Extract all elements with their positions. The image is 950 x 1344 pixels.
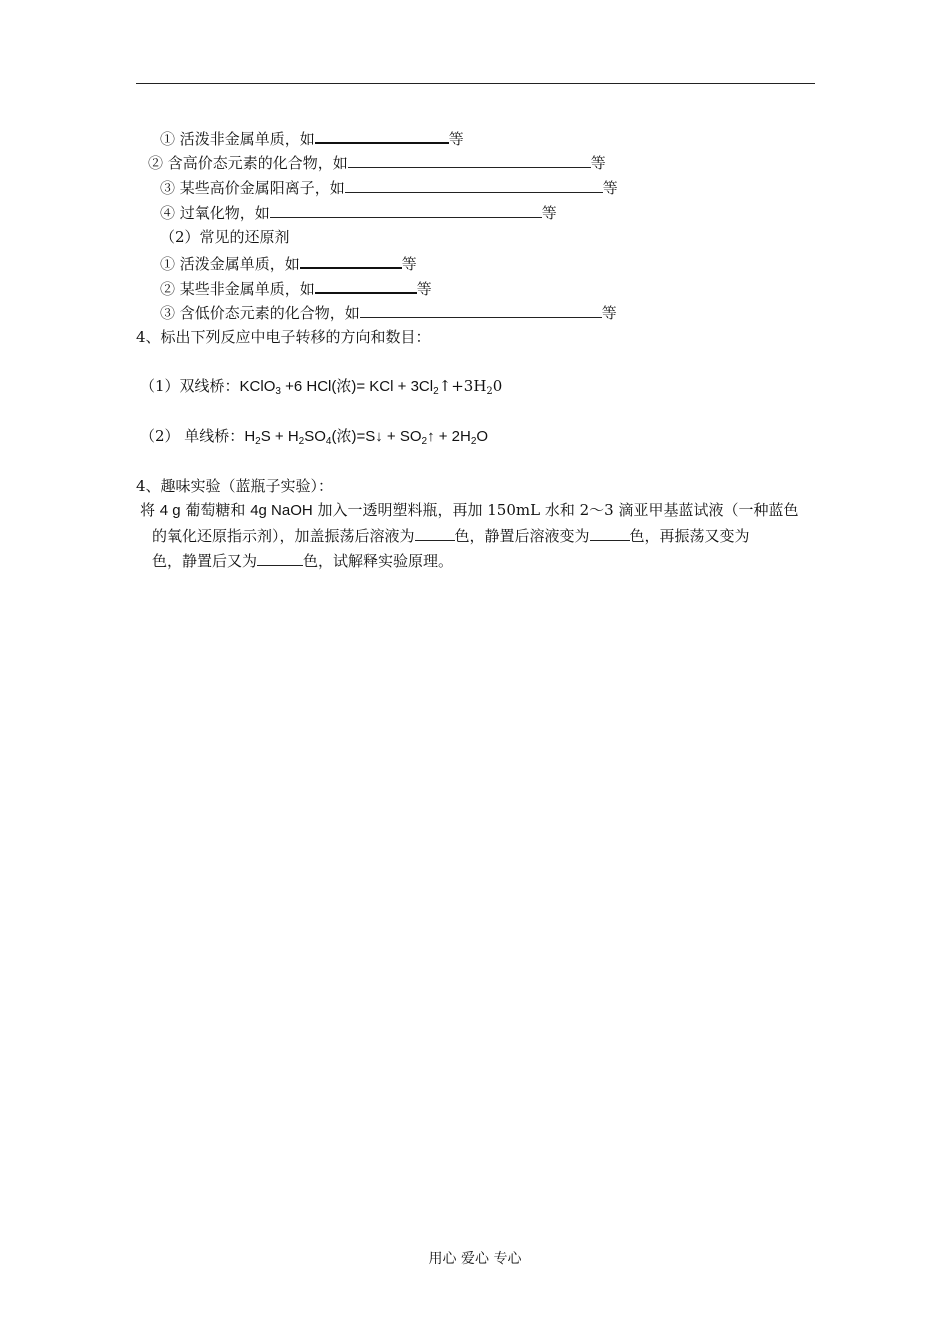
reducer-item-3: ③ 含低价态元素的化合物，如 等 xyxy=(160,304,617,322)
experiment-title: 4、趣味实验（蓝瓶子实验）： xyxy=(136,477,334,495)
answer-blank[interactable] xyxy=(360,302,602,318)
answer-blank[interactable] xyxy=(300,252,402,269)
page-footer: 用心 爱心 专心 xyxy=(428,1251,522,1267)
answer-blank[interactable] xyxy=(415,525,455,541)
experiment-line-1: 将 4 g 葡萄糖和 4g NaOH 加入一透明塑料瓶，再加 150mL 水和 2～3 滴亚甲基蓝试液（一种蓝色 xyxy=(140,501,799,519)
answer-blank[interactable] xyxy=(348,152,591,168)
oxidizer-item-2: ② 含高价态元素的化合物，如 等 xyxy=(148,154,606,172)
answer-blank[interactable] xyxy=(270,202,542,218)
answer-blank[interactable] xyxy=(257,550,303,566)
oxidizer-item-3: ③ 某些高价金属阳离子，如 等 xyxy=(160,179,618,197)
header-rule xyxy=(136,83,815,84)
answer-blank[interactable] xyxy=(345,177,603,193)
reducers-heading: （2）常见的还原剂 xyxy=(160,228,290,246)
equation-double-bridge: （1）双线桥：KClO$_3$ +6 HCl(浓)= KCl + $3Cl_2↑+3H_20$ xyxy=(140,377,503,397)
answer-blank[interactable] xyxy=(315,277,417,294)
oxidizer-item-1: ① 活泼非金属单质，如 等 xyxy=(160,127,464,149)
oxidizer-item-4: ④ 过氧化物，如 等 xyxy=(160,204,557,222)
answer-blank[interactable] xyxy=(590,525,630,541)
answer-blank[interactable] xyxy=(315,127,449,144)
equation-single-bridge: （2） 单线桥：$H_2S + H_2SO_4$(浓)=S↓ + $SO_2↑ + 2H_2O$ xyxy=(140,427,489,447)
experiment-line-3: 色，静置后又为 色，试解释实验原理。 xyxy=(152,552,454,570)
experiment-line-2: 的氧化还原指示剂），加盖振荡后溶液为 色，静置后溶液变为 色，再振荡又变为 xyxy=(152,527,750,545)
reducer-item-2: ② 某些非金属单质，如 等 xyxy=(160,277,432,299)
reducer-item-1: ① 活泼金属单质，如 等 xyxy=(160,252,417,274)
question-4-title: 4、标出下列反应中电子转移的方向和数目： xyxy=(136,328,431,346)
